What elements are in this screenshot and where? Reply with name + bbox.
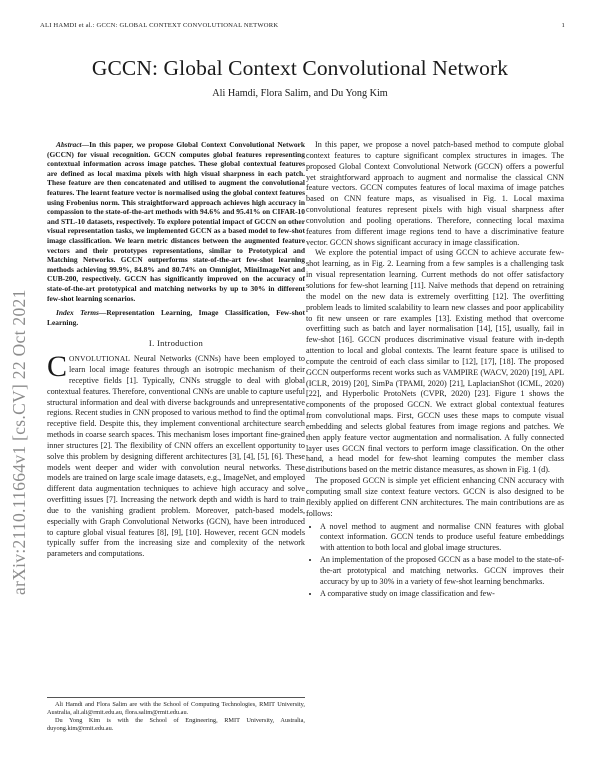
contributions-list — [306, 522, 564, 600]
page-number: 1 — [561, 22, 565, 29]
list-item: • A novel method to augment and normalise CNN features with global context information. GCCN tends to produce useful feature embeddings with attention to both local and global image structures. — [320, 522, 564, 555]
footnote-affiliation-1: Ali Hamdi and Flora Salim are with the School of Computing Technologies, RMIT University, Australia, ali.ali@rmit.edu.au, flora.salim@rmit.edu.au. — [47, 701, 305, 716]
paper-title: GCCN: Global Context Convolutional Network — [91, 56, 509, 80]
left-column — [47, 140, 305, 560]
right-column — [306, 140, 564, 600]
footnote-rule — [47, 697, 305, 698]
introduction-paragraph — [47, 350, 305, 560]
arxiv-identifier[interactable]: arXiv:2110.11664v1 [cs.CV] 22 Oct 2021 — [9, 289, 29, 595]
abstract — [47, 140, 305, 303]
abstract-text: —In this paper, we propose Global Context Convolutional Network (GCCN) for visual recognition. GCCN computes global features representing contextual information across image patches. These global contextual features are defined as local maxima pixels with high visual sharpness in each patch. These feature are then concatenated and utilised to augment the convolutional features. The learnt feature vector is normalised using the global context features using Frobenius norm. This straightforward approach achieves high accuracy in compassion to the state-of-the-art methods with 94.6% and 95.41% on CIFAR-10 and STL-10 datasets, respectively. To explore potential impact of GCCN on other visual representation tasks, we implemented GCCN as a based model to few-shot image classification. We learn metric distances between the augmented feature vectors and their prototypes representations, similar to Prototypical and Matching Networks. GCCN outperforms state-of-the-art few-shot learning methods achieving 99.9%, 84.8% and 80.74% on Omniglot, MiniImageNet and CUB-200, respectively. GCCN has significantly improved on the accuracy of state-of-the-art prototypical and matching networks by up to 30% in different few-shot learning scenarios. — [47, 140, 305, 303]
list-item: • An implementation of the proposed GCCN as a base model to the state-of-the-art prototypical and matching networks. GCCN improves their accuracy by up to 30% in a variety of few-shot learning benchmarks. — [320, 555, 564, 588]
drop-cap: C — [47, 350, 68, 384]
running-title: ALI HAMDI et al.: GCCN: GLOBAL CONTEXT CONVOLUTIONAL NETWORK — [40, 22, 279, 29]
running-head — [40, 22, 565, 29]
paper-authors: Ali Hamdi, Flora Salim, and Du Yong Kim — [212, 88, 388, 99]
body-paragraph: In this paper, we propose a novel patch-based method to compute global context features to capture significant complex structures in images. The proposed Global Context Convolutional Network (GCCN) offers a powerful yet straightforward approach to augment and normalise the classical CNN feature vectors. GCCN computes features of local maxima of image patches based on CNN feature maps, as visualised in Fig. 1. Local maxima convolutional features represent pixels with high visual sharpness after convolution and pooling operations. Therefore, connecting local maxima features from different image regions tend to have a discriminative feature vector. GCCN shows significant accuracy in image classification. — [306, 140, 564, 247]
section-heading-introduction: I. Introduction — [148, 338, 204, 349]
list-item: • A comparative study on image classification and few- — [320, 589, 564, 600]
index-terms-text: —Representation Learning, Image Classification, Few-shot Learning. — [47, 308, 305, 327]
body-paragraph: The proposed GCCN is simple yet efficient enhancing CNN accuracy with computing small size context feature vectors. GCCN is also designed to be flexibly applied on different CNN architectures. The main contributions are as follows: — [306, 476, 564, 518]
index-terms-lead: Index Terms — [56, 308, 99, 318]
index-terms — [47, 308, 305, 327]
body-paragraph: We explore the potential impact of using GCCN to achieve accurate few-shot learning, as in Fig. 2. Learning from a few samples is a challenging task in visual representation learning. Current methods do not offer satisfactory solutions for few-shot learning [11]. Naïve methods that depend on retraining the model on the new data is extremely overfitting [12]. The overfitting problem leads to limited scalability to learn new classes and poor applicability to fit new unseen or rare examples [13]. Existing method that overcome overfitting such as batch and layer normalisation [14], [15], usually, fail in few-shot [16]. GCCN produces discriminative visual feature with in-depth attention to local and global contexts. The learnt feature space is utilised to compute the centroid of each class similar to [12], [17], [18]. The proposed GCCN outperforms recent works such as VAMPIRE (WACV, 2020) [19], APL (ICLR, 2019) [20], SimPa (TPAMI, 2020) [21], LaplacianShot (ICML, 2020) [22], and Hyperbolic ProtoNets (CVPR, 2020) [23]. Figure 1 shows the components of the proposed GCCN. We extract global contextual features from convolutional maps. First, GCCN uses these maps to compute visual embedding and selects global features from image regions and patches. We then apply feature vector augmentation and normalisation. A fully connected layer uses GCCN final vectors to perform image classification. On the other hand, a head model for few-shot learning computes the member class distributions based on the metric distance measures, as shown in Fig. 1 (d). — [306, 248, 564, 475]
introduction-text: Neural Networks (CNNs) have been employed to learn local image features through an isotropic mechanism of their receptive fields [1]. Typically, CNNs struggle to deal with global contextual features. Therefore, conventional CNNs are unable to capture useful structural information and deal with diverse backgrounds and unrepresentative regions. Recent studies in CNN proposed to various method to find the optimal receptive field. Despite this, they implement conventional architecture search methods in coarse search spaces. This mechanism loses important fine-grained inner structures [2]. The flexibility of CNN offers an excellent opportunity to solve this problem by designing different architectures [3], [4], [5], [6]. These models went deeper and wider with convolution neural networks. These models are trained on large scale image datasets, e.g., ImageNet, and employed different data augmentation techniques to achieve high accuracy and solve overfitting issues [7]. Increasing the network depth and width is hard to train due to the vanishing gradient problem. Moreover, patch-based models, especially with Graph Convolutional Networks (GCN), have been introduced to capture global visual features [8], [9], [10]. However, recent GCN models typically suffer from the increasing size and complexity of the network parameters and computations. — [47, 354, 305, 559]
abstract-lead: Abstract — [56, 140, 82, 149]
footnote — [47, 701, 305, 733]
first-word-small-caps: ONVOLUTIONAL — [69, 354, 131, 364]
footnote-affiliation-2: Du Yong Kim is with the School of Engineering, RMIT University, Australia, duyong.kim@rmit.edu.au. — [47, 717, 305, 732]
